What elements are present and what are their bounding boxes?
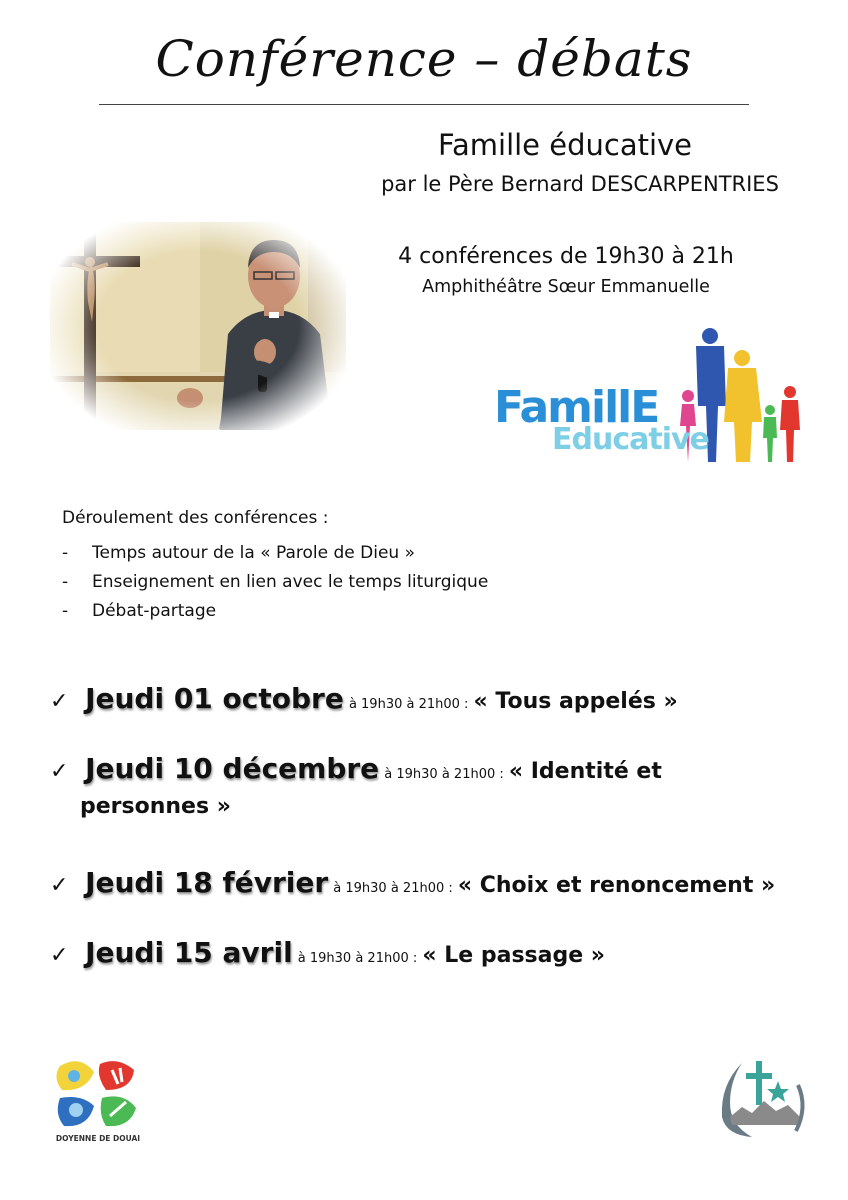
session-topic: « Le passage » <box>422 943 606 968</box>
list-item <box>62 599 488 628</box>
event-subtitle: Famille éducative <box>437 128 693 162</box>
session-time: à 19h30 à 21h00 : <box>348 697 469 712</box>
checkmark-icon: ✓ <box>50 689 69 714</box>
session-row <box>50 682 810 715</box>
list-item-text: Temps autour de la « Parole de Dieu » <box>92 543 416 563</box>
speaker-line: par le Père Bernard DESCARPENTRIES <box>381 172 779 196</box>
session-row <box>50 936 810 969</box>
session-row <box>50 752 810 785</box>
list-item-text: Enseignement en lien avec le temps liturgique <box>92 572 489 592</box>
bullet-dash: - <box>62 572 69 592</box>
list-item <box>62 570 488 599</box>
checkmark-icon: ✓ <box>50 873 69 898</box>
page-title: Conférence – débats <box>155 30 693 88</box>
bullet-dash: - <box>62 601 69 621</box>
session-topic: « Identité et <box>508 759 662 784</box>
schedule-info: 4 conférences de 19h30 à 21h <box>398 244 734 269</box>
program-list <box>62 541 488 628</box>
session-row <box>50 866 810 899</box>
list-item-text: Débat-partage <box>92 601 217 621</box>
session-date: Jeudi 10 décembre <box>85 752 380 785</box>
session-date: Jeudi 01 octobre <box>85 682 344 715</box>
deanery-logo <box>52 1056 144 1146</box>
title-divider <box>99 104 749 105</box>
logo-word-educative: Educative <box>552 422 709 457</box>
list-item <box>62 541 488 570</box>
logo-word-famille: FamillE <box>494 382 659 433</box>
checkmark-icon: ✓ <box>50 759 69 784</box>
checkmark-icon: ✓ <box>50 943 69 968</box>
program-intro: Déroulement des conférences : <box>62 508 329 528</box>
session-date: Jeudi 15 avril <box>85 936 293 969</box>
session-time: à 19h30 à 21h00 : <box>333 881 453 896</box>
session-time: à 19h30 à 21h00 : <box>297 951 418 966</box>
session-topic-continued: personnes » <box>80 794 231 819</box>
session-date: Jeudi 18 février <box>85 866 329 899</box>
venue-info: Amphithéâtre Sœur Emmanuelle <box>422 277 710 297</box>
session-topic: « Tous appelés » <box>473 689 678 714</box>
parish-logo <box>712 1055 812 1140</box>
deanery-label: DOYENNE DE DOUAI <box>55 1134 141 1143</box>
bullet-dash: - <box>62 543 69 563</box>
session-topic: « Choix et renoncement » <box>457 873 776 898</box>
speaker-photo <box>50 222 346 430</box>
famille-educative-logo <box>488 322 813 467</box>
session-time: à 19h30 à 21h00 : <box>384 767 504 782</box>
